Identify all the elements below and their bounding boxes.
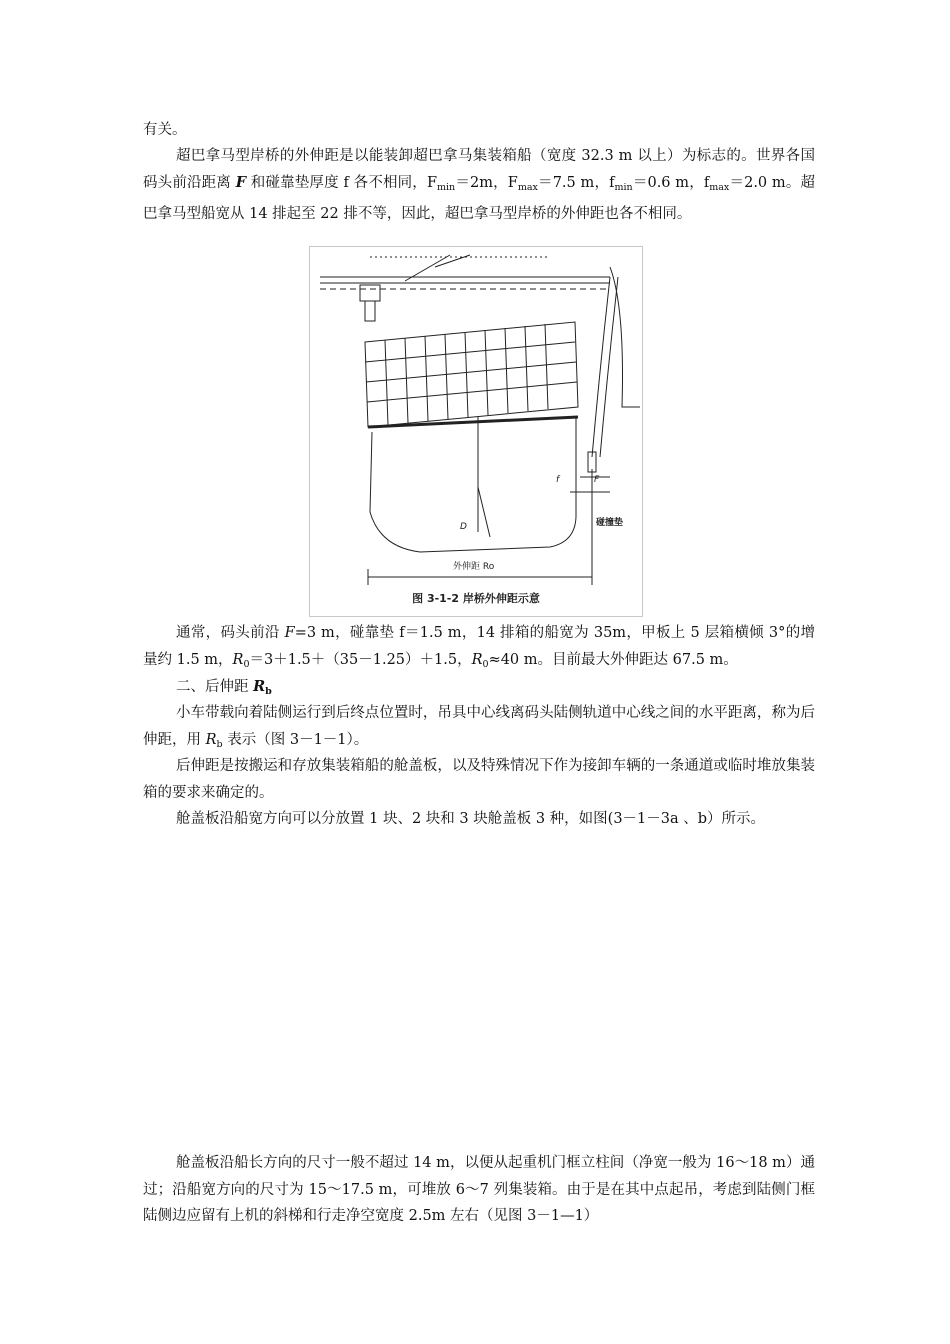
- subscript: 0: [243, 658, 250, 670]
- text: =3 m，碰靠垫 f＝1.5 m，14 排箱的船宽为 35m，甲板上 5 层箱横倾 3°的增量约 1.5 m，: [143, 625, 816, 668]
- symbol-R: R: [232, 651, 244, 668]
- text: ＝7.5 m，f: [537, 174, 615, 191]
- subscript: max: [709, 181, 730, 193]
- container-grid: [365, 322, 578, 427]
- text: 表示（图 3－1－1）。: [222, 731, 369, 748]
- figure-crane-outreach: [309, 246, 643, 617]
- text: ＝3＋1.5＋（35－1.25）＋1.5，: [249, 651, 472, 668]
- deck: [368, 417, 578, 427]
- machinery-house: [610, 267, 640, 407]
- spreader: [365, 301, 375, 321]
- subscript: min: [614, 181, 633, 193]
- paragraph-1: [143, 117, 815, 144]
- text: ＝2.0 m。超巴拿马型船宽从 14 排起至 22 排不等，因此，超巴拿马型岸桥的外伸距也各不相同。: [143, 174, 815, 222]
- fender-label: 碰撞垫: [596, 518, 624, 528]
- symbol-R: R: [253, 678, 266, 695]
- text: 通常，码头前沿: [176, 625, 285, 641]
- symbol-F: F: [235, 173, 247, 191]
- draft-marker: [478, 487, 490, 537]
- hull: [370, 417, 576, 552]
- trolley: [360, 285, 380, 301]
- text: 超巴拿马型岸桥的外伸距是以能装卸超巴拿马集装箱船（宽度 32.3 m 以上）为标志的。世界各国码头前沿距离: [143, 148, 815, 191]
- figure-caption: 图 3-1-2 岸桥外伸距示意: [412, 592, 540, 605]
- text: 有关。: [143, 122, 187, 138]
- subscript: max: [517, 181, 538, 193]
- text: ＝2m，F: [455, 174, 518, 191]
- text: 小车带载向着陆侧运行到后终点位置时，吊具中心线离码头陆侧轨道中心线之间的水平距离，称为后伸距，用: [143, 705, 815, 748]
- text: 舱盖板沿船长方向的尺寸一般不超过 14 m，以便从起重机门框立柱间（净宽一般为 16～18 m）通过；沿船宽方向的尺寸为 15～17.5 m，可堆放 6～7 列集装箱。由于是在其中点起吊，考虑到陆侧门框陆侧边应留有上机的斜梯和行走净空宽度 2.5m 左右（见图 3－1—1）: [143, 1155, 815, 1224]
- paragraph-5: [143, 753, 815, 806]
- symbol-F: F: [284, 625, 295, 641]
- paragraph-4: [143, 700, 815, 758]
- portal-leg: [600, 277, 618, 457]
- subscript: b: [265, 686, 272, 697]
- quay-distance-label: F: [594, 475, 600, 485]
- paragraph-2: [143, 143, 815, 228]
- draft-label: D: [460, 522, 467, 532]
- text: ＝0.6 m，f: [632, 174, 710, 191]
- paragraph-7: [143, 1150, 815, 1230]
- text: 舱盖板沿船宽方向可以分放置 1 块、2 块和 3 块舱盖板 3 种，如图(3－1－3a 、b）所示。: [176, 811, 766, 827]
- paragraph-3: [143, 620, 815, 678]
- heading-text: 二、后伸距: [176, 679, 254, 695]
- outreach-label: 外伸距 Ro: [453, 562, 495, 572]
- subscript: b: [216, 738, 223, 750]
- symbol-R: R: [471, 651, 483, 668]
- paragraph-6: [143, 806, 815, 833]
- subscript: 0: [482, 658, 489, 670]
- text: 和碰靠垫厚度 f 各不相同，F: [246, 174, 438, 191]
- text: 后伸距是按搬运和存放集装箱船的舱盖板，以及特殊情况下作为接卸车辆的一条通道或临时堆放集装箱的要求来确定的。: [143, 758, 815, 801]
- text: ≈40 m。目前最大外伸距达 67.5 m。: [488, 651, 738, 668]
- fender-thickness-label: f: [556, 475, 560, 485]
- portal-leg: [592, 277, 610, 457]
- symbol-R: R: [205, 731, 217, 748]
- subscript: min: [437, 181, 456, 193]
